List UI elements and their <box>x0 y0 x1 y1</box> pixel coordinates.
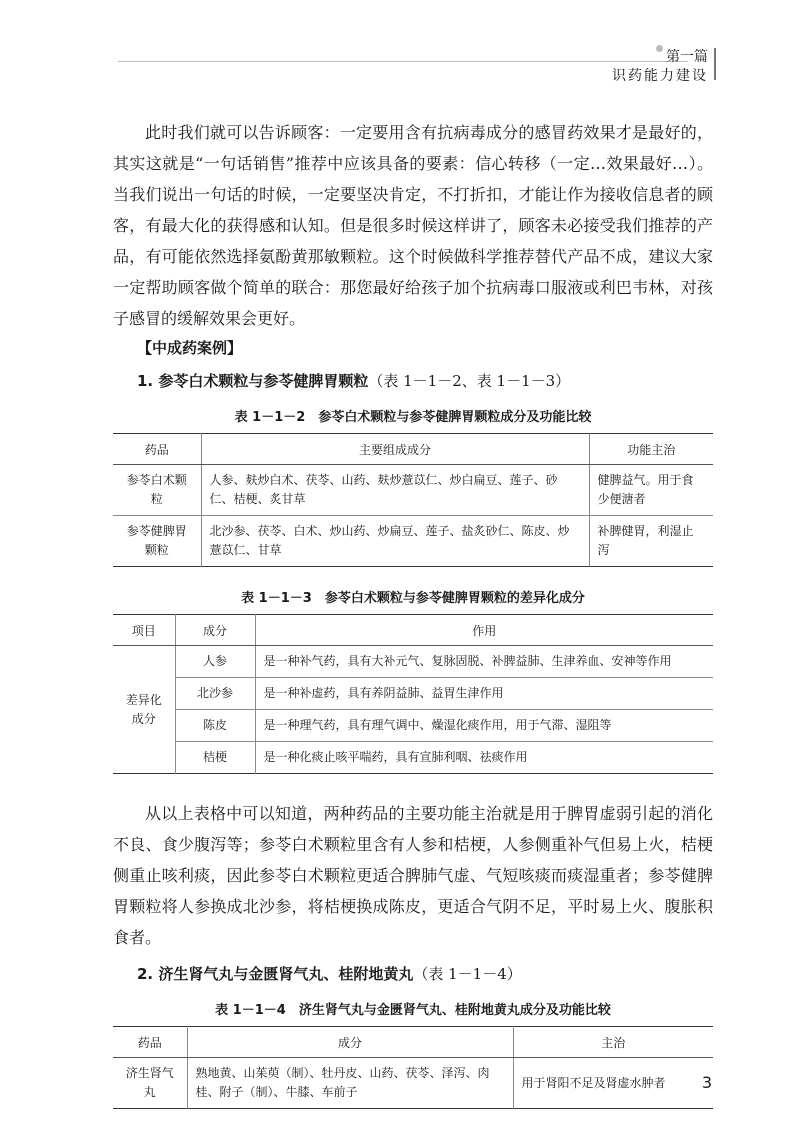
table2-caption: 表 1－1－2 参苓白术颗粒与参苓健脾胃颗粒成分及功能比较 <box>234 410 592 425</box>
section-label: 【中成药案例】 <box>137 339 243 357</box>
table2-header-function: 功能主治 <box>589 434 713 465</box>
table4-header-indication: 主治 <box>513 1027 713 1058</box>
table2-cell: 参苓白术颗粒 <box>113 465 201 516</box>
table4-header-row <box>113 1027 713 1058</box>
table2-header-drug: 药品 <box>113 434 201 465</box>
item1-heading <box>137 368 713 394</box>
table2-header-row <box>113 434 713 465</box>
table3-cell: 桔梗 <box>175 742 255 774</box>
table3-group-label: 差异化成分 <box>113 646 175 774</box>
header-part: 第一篇 <box>666 49 708 65</box>
page-number: 3 <box>701 1073 712 1092</box>
page-content <box>113 117 713 1109</box>
table4-header-drug: 药品 <box>113 1027 187 1058</box>
table3 <box>113 614 713 774</box>
table3-cell: 是一种补虚药，具有养阴益肺、益胃生津作用 <box>255 678 713 710</box>
table2 <box>113 433 713 567</box>
item2-ref: （表 1－1－4） <box>413 965 522 983</box>
table2-cell: 健脾益气。用于食少便溏者 <box>589 465 713 516</box>
conclusion-paragraph: 从以上表格中可以知道，两种药品的主要功能主治就是用于脾胃虚弱引起的消化不良、食少腹泻等；参苓白术颗粒里含有人参和桔梗，人参侧重补气但易上火，桔梗侧重止咳利痰，因此参苓白术颗粒更适合脾肺气虚、气短咳痰而痰湿重者；参苓健脾胃颗粒将人参换成北沙参，将桔梗换成陈皮，更适合气阴不足，平时易上火、腹胀积食者。 <box>113 804 713 947</box>
table3-header-row <box>113 615 713 646</box>
table4-cell: 熟地黄、山茱萸（制）、牡丹皮、山药、茯苓、泽泻、肉桂、附子（制）、牛膝、车前子 <box>187 1058 513 1109</box>
header-chapter: 识药能力建设 <box>612 68 708 84</box>
item2-title: 2. 济生肾气丸与金匮肾气丸、桂附地黄丸 <box>137 965 414 983</box>
table2-cell: 北沙参、茯苓、白术、炒山药、炒扁豆、莲子、盐炙砂仁、陈皮、炒薏苡仁、甘草 <box>201 516 589 567</box>
table-row <box>113 1058 713 1109</box>
table4-header-ingredients: 成分 <box>187 1027 513 1058</box>
table-row <box>113 465 713 516</box>
item2-heading <box>137 961 713 987</box>
table-row <box>113 516 713 567</box>
table3-header-ingredient: 成分 <box>175 615 255 646</box>
table4-caption: 表 1－1－4 济生肾气丸与金匮肾气丸、桂附地黄丸成分及功能比较 <box>215 1003 611 1018</box>
table3-cell: 是一种理气药，具有理气调中、燥湿化痰作用，用于气滞、湿阻等 <box>255 710 713 742</box>
table3-cell: 人参 <box>175 646 255 678</box>
intro-paragraph: 此时我们就可以告诉顾客：一定要用含有抗病毒成分的感冒药效果才是最好的，其实这就是“一句话销售”推荐中应该具备的要素：信心转移（一定…效果最好…）。当我们说出一句话的时候，一定要坚决肯定，不打折扣，才能让作为接收信息者的顾客，有最大化的获得感和认知。但是很多时候这样讲了，顾客未必接受我们推荐的产品，有可能依然选择氨酚黄那敏颗粒。这个时候做科学推荐替代产品不成，建议大家一定帮助顾客做个简单的联合：那您最好给孩子加个抗病毒口服液或利巴韦林，对孩子感冒的缓解效果会更好。 <box>113 123 713 328</box>
table3-cell: 是一种化痰止咳平喘药，具有宣肺利咽、祛痰作用 <box>255 742 713 774</box>
table2-cell: 参苓健脾胃颗粒 <box>113 516 201 567</box>
table4-cell: 济生肾气丸 <box>113 1058 187 1109</box>
table3-header-effect: 作用 <box>255 615 713 646</box>
table2-header-ingredients: 主要组成成分 <box>201 434 589 465</box>
table3-caption: 表 1－1－3 参苓白术颗粒与参苓健脾胃颗粒的差异化成分 <box>241 591 585 606</box>
table3-cell: 陈皮 <box>175 710 255 742</box>
header-rule <box>118 61 688 62</box>
item1-ref: （表 1－1－2、表 1－1－3） <box>368 372 571 390</box>
table-row <box>113 710 713 742</box>
header-divider <box>714 48 716 80</box>
table4-cell: 用于肾阳不足及肾虚水肿者 <box>513 1058 713 1109</box>
table-row <box>113 678 713 710</box>
table2-cell: 人参、麸炒白术、茯苓、山药、麸炒薏苡仁、炒白扁豆、莲子、砂仁、桔梗、炙甘草 <box>201 465 589 516</box>
header-dot <box>656 45 663 52</box>
item1-title: 1. 参苓白术颗粒与参苓健脾胃颗粒 <box>137 372 369 390</box>
table4 <box>113 1026 713 1109</box>
table3-cell: 北沙参 <box>175 678 255 710</box>
table3-cell: 是一种补气药，具有大补元气、复脉固脱、补脾益肺、生津养血、安神等作用 <box>255 646 713 678</box>
table3-header-item: 项目 <box>113 615 175 646</box>
table-row <box>113 646 713 678</box>
table2-cell: 补脾健胃，利湿止泻 <box>589 516 713 567</box>
table-row <box>113 742 713 774</box>
